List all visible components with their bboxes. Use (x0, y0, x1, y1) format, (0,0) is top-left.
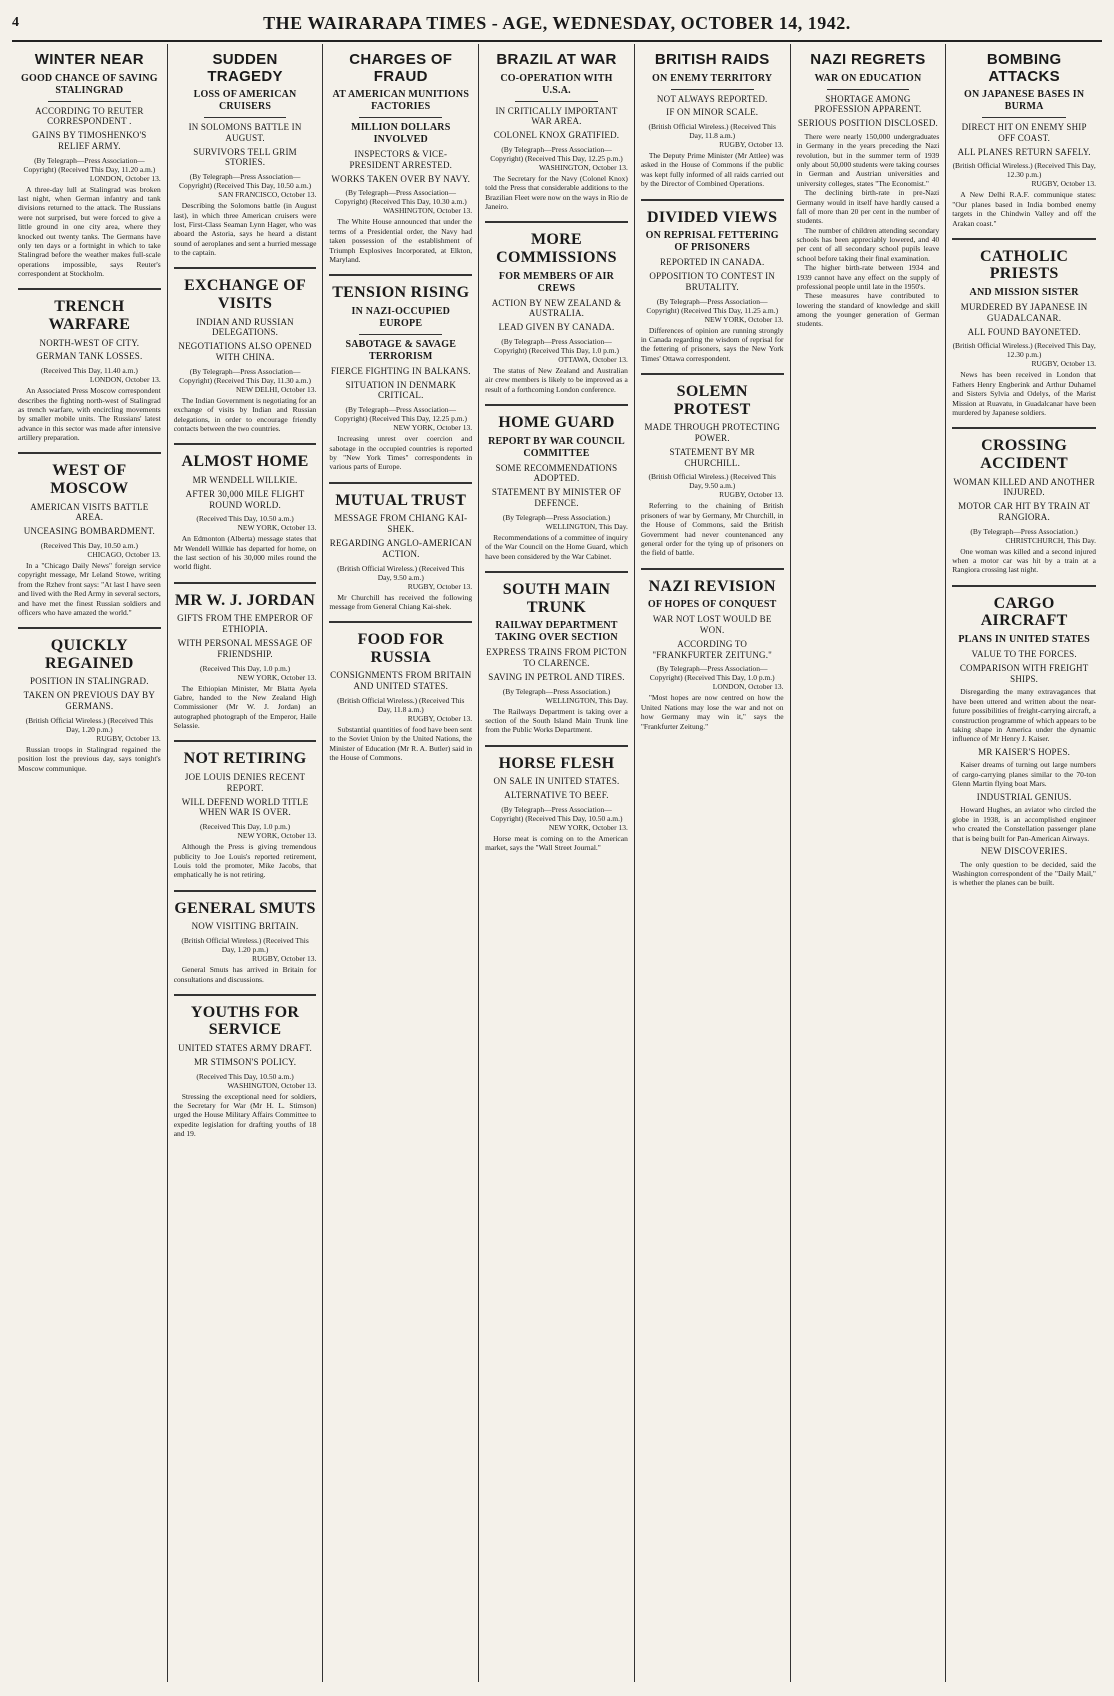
deck: TAKEN ON PREVIOUS DAY BY GERMANS. (18, 690, 161, 712)
column-2 (168, 44, 324, 1682)
article-charges-of-fraud (329, 52, 472, 264)
deck: ACCORDING TO "FRANKFURTER ZEITUNG." (641, 639, 784, 661)
section-divider (485, 221, 628, 223)
section-divider (641, 199, 784, 201)
divider (48, 101, 131, 102)
deck: REPORT BY WAR COUNCIL COMMITTEE (485, 436, 628, 460)
article-body: In a "Chicago Daily News" foreign service copyright message, Mr Leland Stowe, writing from the Rzhev front says: "At last I have seen and lived with the Red Army in several sectors, and have met the finest Russian soldiers and officers who have amazed the world." (18, 561, 161, 617)
dateline: NEW YORK, October 13. (174, 523, 317, 532)
article-body: The number of children attending secondary schools has been appreciably lowered, and 40 per cent of all secondary school pupils leave school before taking their final examination. (797, 226, 940, 264)
deck: WITH PERSONAL MESSAGE OF FRIENDSHIP. (174, 638, 317, 660)
headline: EXCHANGE OF VISITS (174, 277, 317, 312)
subheading: NEW DISCOVERIES. (952, 846, 1096, 857)
deck: ALL PLANES RETURN SAFELY. (952, 147, 1096, 158)
article-body: An Associated Press Moscow correspondent describes the fighting north-west of Stalingrad as trench warfare, with encircling movements by smaller mobile units. The Russians' latest advance in this sector was made after intensive artillery preparation. (18, 386, 161, 442)
section-divider (641, 568, 784, 570)
article-body: A New Delhi R.A.F. communique states: "Our planes based in India bombed enemy targets in the Chindwin Valley and off the Arakan coast." (952, 190, 1096, 228)
deck: CONSIGNMENTS FROM BRITAIN AND UNITED STATES. (329, 670, 472, 692)
headline: BRITISH RAIDS (641, 52, 784, 69)
article-british-raids (641, 52, 784, 189)
column-7 (946, 44, 1102, 1682)
article-mr-jordan (174, 592, 317, 731)
credit-line: (By Telegraph—Press Association—Copyright) (Received This Day, 10.30 a.m.) (329, 188, 472, 206)
credit-line: (By Telegraph—Press Association—Copyright) (Received This Day, 11.20 a.m.) (18, 156, 161, 174)
column-6 (791, 44, 947, 1682)
headline: ALMOST HOME (174, 453, 317, 471)
deck: CO-OPERATION WITH U.S.A. (485, 73, 628, 97)
deck: STATEMENT BY MR CHURCHILL. (641, 447, 784, 469)
headline: MUTUAL TRUST (329, 492, 472, 510)
dateline: WELLINGTON, This Day. (485, 696, 628, 705)
headline: BRAZIL AT WAR (485, 52, 628, 69)
deck: COMPARISON WITH FREIGHT SHIPS. (952, 663, 1096, 685)
dateline: NEW YORK, October 13. (174, 673, 317, 682)
headline: FOOD FOR RUSSIA (329, 631, 472, 666)
article-food-for-russia (329, 631, 472, 762)
article-body: Differences of opinion are running strongly in Canada regarding the wisdom of reprisal for the fettering of prisoners, says the New York Times' Ottawa correspondent. (641, 326, 784, 364)
deck: FOR MEMBERS OF AIR CREWS (485, 271, 628, 295)
subheading: MR KAISER'S HOPES. (952, 747, 1096, 758)
article-youths-for-service (174, 1004, 317, 1139)
credit-line: (By Telegraph—Press Association—Copyright) (Received This Day, 12.25 p.m.) (329, 405, 472, 423)
deck: OF HOPES OF CONQUEST (641, 599, 784, 611)
article-body: The Railways Department is taking over a section of the South Island Main Trunk line from the Public Works Department. (485, 707, 628, 735)
deck: NORTH-WEST OF CITY. (18, 338, 161, 349)
article-body: The Secretary for the Navy (Colonel Knox) told the Press that considerable additions to the Brazilian Fleet were now on the ways in Rio de Janeiro. (485, 174, 628, 212)
dateline: RUGBY, October 13. (641, 140, 784, 149)
deck: REGARDING ANGLO-AMERICAN ACTION. (329, 538, 472, 560)
credit-line: (British Official Wireless.) (Received This Day, 1.20 p.m.) (18, 716, 161, 734)
article-body: Disregarding the many extravagances that have been uttered and written about the near-future possibilities of freight-carrying aircraft, a construction programme of which appears to be taking shape in America under the dynamic influence of Mr Henry J. Kaiser. (952, 687, 1096, 743)
credit-line: (British Official Wireless.) (Received This Day, 11.8 a.m.) (329, 696, 472, 714)
article-home-guard (485, 414, 628, 561)
article-west-of-moscow (18, 462, 161, 617)
deck: ALL FOUND BAYONETED. (952, 327, 1096, 338)
headline: SOUTH MAIN TRUNK (485, 581, 628, 616)
headline: CATHOLIC PRIESTS (952, 248, 1096, 283)
article-body: "Most hopes are now centred on how the United Nations may lose the war and not on how Germany may win it," says the "Frankfurter Zeitung." (641, 693, 784, 731)
article-body: The Deputy Prime Minister (Mr Attlee) was asked in the House of Commons if the public was kept fully informed of all raids carried out by the Director of Combined Operations. (641, 151, 784, 189)
article-tension-rising (329, 284, 472, 471)
article-body: Horse meat is coming on to the American market, says the "Wall Street Journal." (485, 834, 628, 853)
deck: EXPRESS TRAINS FROM PICTON TO CLARENCE. (485, 647, 628, 669)
headline: TRENCH WARFARE (18, 298, 161, 333)
dateline: LONDON, October 13. (18, 174, 161, 183)
credit-line: (By Telegraph—Press Association—Copyright) (Received This Day, 11.25 a.m.) (641, 297, 784, 315)
article-body: Describing the Solomons battle (in August last), in which three American cruisers were lost, First-Class Seaman Lynn Hager, who was aboard the Astoria, says he heard a distant sound of aeroplanes and sent a hurried message to the captain. (174, 201, 317, 257)
article-body: Howard Hughes, an aviator who circled the globe in 1938, is an accomplished engineer who created the Constellation passenger plane that is being built for Pan-American Airways. (952, 805, 1096, 843)
deck: WAR NOT LOST WOULD BE WON. (641, 614, 784, 636)
article-more-commissions (485, 231, 628, 394)
dateline: NEW YORK, October 13. (641, 315, 784, 324)
article-horse-flesh (485, 755, 628, 853)
deck: WILL DEFEND WORLD TITLE WHEN WAR IS OVER. (174, 797, 317, 819)
article-body: Stressing the exceptional need for soldiers, the Secretary for War (Mr H. L. Stimson) urged the House Military Affairs Committee to expedite legislation for drafting youths of 18 and 19. (174, 1092, 317, 1139)
article-body: The status of New Zealand and Australian air crew members is likely to be improved as a result of a forthcoming London conference. (485, 366, 628, 394)
dateline: OTTAWA, October 13. (485, 355, 628, 364)
deck: RAILWAY DEPARTMENT TAKING OVER SECTION (485, 620, 628, 644)
headline: YOUTHS FOR SERVICE (174, 1004, 317, 1039)
dateline: NEW YORK, October 13. (174, 831, 317, 840)
deck: IF ON MINOR SCALE. (641, 107, 784, 118)
deck: POSITION IN STALINGRAD. (18, 676, 161, 687)
deck: SAVING IN PETROL AND TIRES. (485, 672, 628, 683)
dateline: RUGBY, October 13. (641, 490, 784, 499)
deck: UNITED STATES ARMY DRAFT. (174, 1043, 317, 1054)
credit-line: (By Telegraph—Press Association—Copyright) (Received This Day, 12.25 p.m.) (485, 145, 628, 163)
deck: AT AMERICAN MUNITIONS FACTORIES (329, 89, 472, 113)
section-divider (952, 585, 1096, 587)
deck: INSPECTORS & VICE-PRESIDENT ARRESTED. (329, 149, 472, 171)
article-body: Although the Press is giving tremendous publicity to Joe Louis's reported retirement, Louis told the promoter, Mike Jacobs, that emphatically he is not retiring. (174, 842, 317, 880)
credit-line: (By Telegraph—Press Association.) (952, 527, 1096, 536)
deck: AFTER 30,000 MILE FLIGHT ROUND WORLD. (174, 489, 317, 511)
article-crossing-accident (952, 437, 1096, 575)
deck: ACCORDING TO REUTER CORRESPONDENT . (18, 106, 161, 128)
section-divider (485, 571, 628, 573)
article-bombing-attacks (952, 52, 1096, 228)
article-body: These measures have contributed to lowering the standard of knowledge and skill among the younger generation of German students. (797, 291, 940, 329)
deck: INDIAN AND RUSSIAN DELEGATIONS. (174, 317, 317, 339)
masthead (12, 6, 1102, 42)
deck: VALUE TO THE FORCES. (952, 649, 1096, 660)
deck: SOME RECOMMENDATIONS ADOPTED. (485, 463, 628, 485)
deck: STATEMENT BY MINISTER OF DEFENCE. (485, 487, 628, 509)
headline: MORE COMMISSIONS (485, 231, 628, 266)
deck: GERMAN TANK LOSSES. (18, 351, 161, 362)
article-body: The Indian Government is negotiating for an exchange of visits by Indian and Russian delegations, in order to encourage friendly contacts between the two countries. (174, 396, 317, 434)
deck: FIERCE FIGHTING IN BALKANS. (329, 366, 472, 377)
credit-line: (British Official Wireless.) (Received This Day, 1.20 p.m.) (174, 936, 317, 954)
headline: CARGO AIRCRAFT (952, 595, 1096, 630)
deck: IN SOLOMONS BATTLE IN AUGUST. (174, 122, 317, 144)
article-body: Kaiser dreams of turning out large numbers of cargo-carrying planes similar to the 70-ton Glenn Martin flying boat Mars. (952, 760, 1096, 788)
deck: GOOD CHANCE OF SAVING STALINGRAD (18, 73, 161, 97)
section-divider (485, 745, 628, 747)
credit-line: (Received This Day, 10.50 a.m.) (174, 1072, 317, 1081)
section-divider (329, 482, 472, 484)
headline: WEST OF MOSCOW (18, 462, 161, 497)
deck: OPPOSITION TO CONTEST IN BRUTALITY. (641, 271, 784, 293)
article-catholic-priests (952, 248, 1096, 417)
article-body: Russian troops in Stalingrad regained the position lost the previous day, says tonight's Moscow communique. (18, 745, 161, 773)
credit-line: (Received This Day, 10.50 a.m.) (174, 514, 317, 523)
article-divided-views (641, 209, 784, 363)
divider (359, 334, 442, 335)
deck: LEAD GIVEN BY CANADA. (485, 322, 628, 333)
deck: MR STIMSON'S POLICY. (174, 1057, 317, 1068)
deck: WAR ON EDUCATION (797, 73, 940, 85)
article-body: Substantial quantities of food have been sent to the Soviet Union by the United Nations, the Minister of Education (Mr R. A. Butler) said in the House of Commons. (329, 725, 472, 763)
credit-line: (British Official Wireless.) (Received This Day, 12.30 p.m.) (952, 341, 1096, 359)
dateline: RUGBY, October 13. (952, 359, 1096, 368)
deck: NEGOTIATIONS ALSO OPENED WITH CHINA. (174, 341, 317, 363)
deck: DIRECT HIT ON ENEMY SHIP OFF COAST. (952, 122, 1096, 144)
section-divider (174, 267, 317, 269)
credit-line: (By Telegraph—Press Association—Copyright) (Received This Day, 10.50 a.m.) (485, 805, 628, 823)
credit-line: (By Telegraph—Press Association.) (485, 687, 628, 696)
article-body: Recommendations of a committee of inquiry of the War Council on the Home Guard, which have been considered by the War Cabinet. (485, 533, 628, 561)
article-trench-warfare (18, 298, 161, 442)
deck: IN CRITICALLY IMPORTANT WAR AREA. (485, 106, 628, 128)
dateline: SAN FRANCISCO, October 13. (174, 190, 317, 199)
column-1 (12, 44, 168, 1682)
deck: COLONEL KNOX GRATIFIED. (485, 130, 628, 141)
deck: MURDERED BY JAPANESE IN GUADALCANAR. (952, 302, 1096, 324)
deck: PLANS IN UNITED STATES (952, 634, 1096, 646)
section-divider (329, 274, 472, 276)
deck: IN NAZI-OCCUPIED EUROPE (329, 306, 472, 330)
section-divider (641, 373, 784, 375)
deck: JOE LOUIS DENIES RECENT REPORT. (174, 772, 317, 794)
column-4 (479, 44, 635, 1682)
headline: CROSSING ACCIDENT (952, 437, 1096, 472)
deck: AND MISSION SISTER (952, 287, 1096, 299)
deck: AMERICAN VISITS BATTLE AREA. (18, 502, 161, 524)
dateline: CHRISTCHURCH, This Day. (952, 536, 1096, 545)
divider (982, 117, 1066, 118)
credit-line: (British Official Wireless.) (Received This Day, 11.8 a.m.) (641, 122, 784, 140)
newspaper-columns (12, 44, 1102, 1682)
headline: TENSION RISING (329, 284, 472, 302)
dateline: NEW DELHI, October 13. (174, 385, 317, 394)
dateline: LONDON, October 13. (18, 375, 161, 384)
credit-line: (British Official Wireless.) (Received This Day, 9.50 a.m.) (329, 564, 472, 582)
article-body: Mr Churchill has received the following message from General Chiang Kai-shek. (329, 593, 472, 612)
dateline: LONDON, October 13. (641, 682, 784, 691)
section-divider (174, 443, 317, 445)
divider (204, 117, 287, 118)
page-number: 4 (12, 15, 42, 31)
deck: SURVIVORS TELL GRIM STORIES. (174, 147, 317, 169)
article-almost-home (174, 453, 317, 571)
subheading: INDUSTRIAL GENIUS. (952, 792, 1096, 803)
headline: NAZI REGRETS (797, 52, 940, 69)
dateline: RUGBY, October 13. (329, 582, 472, 591)
newspaper-title: THE WAIRARAPA TIMES - AGE, WEDNESDAY, OCTOBER 14, 1942. (42, 13, 1072, 34)
deck: UNCEASING BOMBARDMENT. (18, 526, 161, 537)
divider (515, 101, 598, 102)
section-divider (18, 627, 161, 629)
headline: NAZI REVISION (641, 578, 784, 596)
article-winter-near (18, 52, 161, 278)
deck: REPORTED IN CANADA. (641, 257, 784, 268)
headline: HOME GUARD (485, 414, 628, 432)
credit-line: (Received This Day, 1.0 p.m.) (174, 664, 317, 673)
dateline: RUGBY, October 13. (18, 734, 161, 743)
deck: MR WENDELL WILLKIE. (174, 475, 317, 486)
dateline: CHICAGO, October 13. (18, 550, 161, 559)
deck: MILLION DOLLARS INVOLVED (329, 122, 472, 146)
headline: BOMBING ATTACKS (952, 52, 1096, 85)
article-body: News has been received in London that Fathers Henry Engberink and Arthur Duhamel and Sisters Sylvia and Odelys, of the Marist Mission at Ruavatu, in Guadalcanar have been murdered by Japanese soldiers. (952, 370, 1096, 417)
column-3 (323, 44, 479, 1682)
dateline: WELLINGTON, This Day. (485, 522, 628, 531)
headline: NOT RETIRING (174, 750, 317, 768)
headline: DIVIDED VIEWS (641, 209, 784, 227)
deck: SABOTAGE & SAVAGE TERRORISM (329, 339, 472, 363)
dateline: RUGBY, October 13. (952, 179, 1096, 188)
credit-line: (By Telegraph—Press Association—Copyright) (Received This Day, 10.50 a.m.) (174, 172, 317, 190)
deck: WORKS TAKEN OVER BY NAVY. (329, 174, 472, 185)
deck: SITUATION IN DENMARK CRITICAL. (329, 380, 472, 402)
deck: MESSAGE FROM CHIANG KAI-SHEK. (329, 513, 472, 535)
credit-line: (Received This Day, 10.50 a.m.) (18, 541, 161, 550)
deck: NOW VISITING BRITAIN. (174, 921, 317, 932)
article-solemn-protest (641, 383, 784, 558)
dateline: NEW YORK, October 13. (329, 423, 472, 432)
article-general-smuts (174, 900, 317, 984)
divider (359, 117, 442, 118)
article-not-retiring (174, 750, 317, 879)
headline: QUICKLY REGAINED (18, 637, 161, 672)
article-body: Increasing unrest over coercion and sabotage in the occupied countries is reported by "New York Times" correspondents in various parts of Europe. (329, 434, 472, 472)
deck: GIFTS FROM THE EMPEROR OF ETHIOPIA. (174, 613, 317, 635)
section-divider (329, 621, 472, 623)
article-body: A three-day lull at Stalingrad was broken last night, when German infantry and tank divisions returned to the attack. The Russians were not surprised, but were forced to give a little ground in one city area, where they knocked out twenty tanks. The Germans have only ten days or a fortnight in which to take Stalingrad before the weather makes full-scale operations impossible, says Reuter's correspondent at Stockholm. (18, 185, 161, 279)
credit-line: (Received This Day, 11.40 a.m.) (18, 366, 161, 375)
article-quickly-regained (18, 637, 161, 773)
deck: ON JAPANESE BASES IN BURMA (952, 89, 1096, 113)
deck: ON SALE IN UNITED STATES. (485, 776, 628, 787)
dateline: RUGBY, October 13. (174, 954, 317, 963)
deck: NOT ALWAYS REPORTED. (641, 94, 784, 105)
section-divider (485, 404, 628, 406)
article-mutual-trust (329, 492, 472, 612)
section-divider (18, 452, 161, 454)
divider (827, 89, 910, 90)
credit-line: (British Official Wireless.) (Received This Day, 9.50 a.m.) (641, 472, 784, 490)
deck: LOSS OF AMERICAN CRUISERS (174, 89, 317, 113)
column-5 (635, 44, 791, 1682)
deck: ALTERNATIVE TO BEEF. (485, 790, 628, 801)
credit-line: (By Telegraph—Press Association—Copyright) (Received This Day, 11.30 a.m.) (174, 367, 317, 385)
article-brazil-at-war (485, 52, 628, 211)
credit-line: (By Telegraph—Press Association—Copyright) (Received This Day, 1.0 p.m.) (641, 664, 784, 682)
section-divider (174, 890, 317, 892)
article-body: The only question to be decided, said the Washington correspondent of the "Daily Mail," is whether the planes can be built. (952, 860, 1096, 888)
dateline: WASHINGTON, October 13. (485, 163, 628, 172)
article-body: General Smuts has arrived in Britain for consultations and discussions. (174, 965, 317, 984)
deck: MADE THROUGH PROTECTING POWER. (641, 422, 784, 444)
credit-line: (Received This Day, 1.0 p.m.) (174, 822, 317, 831)
deck: ACTION BY NEW ZEALAND & AUSTRALIA. (485, 298, 628, 320)
credit-line: (By Telegraph—Press Association—Copyright) (Received This Day, 1.0 p.m.) (485, 337, 628, 355)
section-divider (18, 288, 161, 290)
headline: CHARGES OF FRAUD (329, 52, 472, 85)
headline: WINTER NEAR (18, 52, 161, 69)
deck: ON ENEMY TERRITORY (641, 73, 784, 85)
article-south-main-trunk (485, 581, 628, 735)
article-sudden-tragedy (174, 52, 317, 257)
headline: SOLEMN PROTEST (641, 383, 784, 418)
article-cargo-aircraft (952, 595, 1096, 888)
headline: SUDDEN TRAGEDY (174, 52, 317, 85)
section-divider (174, 582, 317, 584)
article-nazi-regrets (797, 52, 940, 329)
article-body: The Ethiopian Minister, Mr Blatta Ayela Gabre, handed to the New Zealand High Commissioner (Mr W. J. Jordan) an autographed photograph of the Emperor, Haile Selassie. (174, 684, 317, 731)
dateline: WASHINGTON, October 13. (329, 206, 472, 215)
deck: MOTOR CAR HIT BY TRAIN AT RANGIORA. (952, 501, 1096, 523)
article-body: The higher birth-rate between 1934 and 1939 cannot have any effect on the supply of professional people until late in the 1950's. (797, 263, 940, 291)
deck: SHORTAGE AMONG PROFESSION APPARENT. (797, 94, 940, 116)
deck: GAINS BY TIMOSHENKO'S RELIEF ARMY. (18, 130, 161, 152)
section-divider (174, 994, 317, 996)
credit-line: (By Telegraph—Press Association.) (485, 513, 628, 522)
article-nazi-revision (641, 578, 784, 731)
dateline: RUGBY, October 13. (329, 714, 472, 723)
article-body: Referring to the chaining of British prisoners of war by Germany, Mr Churchill, in the House of Commons, said the British Government had never countenanced any general order for the tying up of prisoners on the field of battle. (641, 501, 784, 557)
divider (671, 89, 754, 90)
headline: GENERAL SMUTS (174, 900, 317, 918)
deck: ON REPRISAL FETTERING OF PRISONERS (641, 230, 784, 254)
deck: SERIOUS POSITION DISCLOSED. (797, 118, 940, 129)
article-exchange-of-visits (174, 277, 317, 433)
article-body: The declining birth-rate in pre-Nazi Germany would in itself have hardly caused a fall of more than 20 per cent in the number of students. (797, 188, 940, 226)
article-body: The White House announced that under the terms of a Presidential order, the Navy had taken possession of the establishment of Triumph Explosives Incorporated, at Elkton, Maryland. (329, 217, 472, 264)
section-divider (174, 740, 317, 742)
dateline: NEW YORK, October 13. (485, 823, 628, 832)
deck: WOMAN KILLED AND ANOTHER INJURED. (952, 477, 1096, 499)
section-divider (952, 238, 1096, 240)
headline: HORSE FLESH (485, 755, 628, 773)
headline: MR W. J. JORDAN (174, 592, 317, 610)
article-body: An Edmonton (Alberta) message states that Mr Wendell Willkie has departed for home, on the last section of his 30,000 miles round the world flight. (174, 534, 317, 572)
credit-line: (British Official Wireless.) (Received This Day, 12.30 p.m.) (952, 161, 1096, 179)
article-body: There were nearly 150,000 undergraduates in Germany in the years preceding the Nazi revolution, but in the summer term of 1939 only about 50,000 students were taking courses in German and Austrian universities and university colleges, states "The Economist." (797, 132, 940, 188)
article-body: One woman was killed and a second injured when a motor car was hit by a train at a Rangiora crossing last night. (952, 547, 1096, 575)
dateline: WASHINGTON, October 13. (174, 1081, 317, 1090)
section-divider (952, 427, 1096, 429)
